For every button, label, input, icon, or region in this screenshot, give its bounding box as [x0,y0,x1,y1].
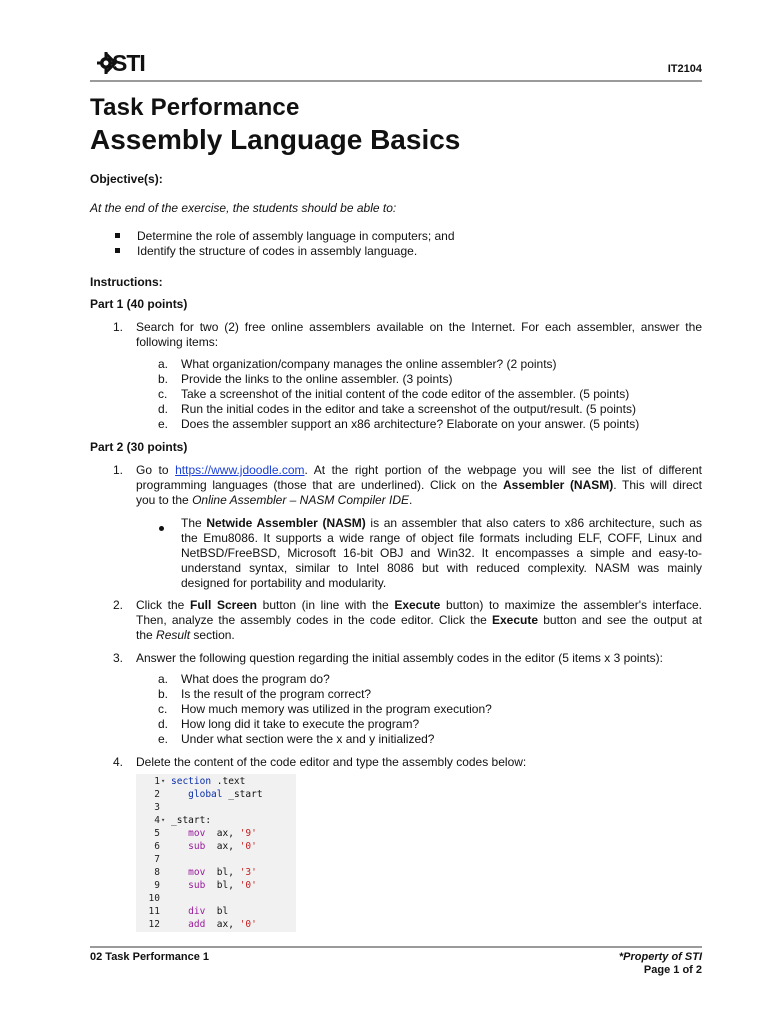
document-title: Assembly Language Basics [90,124,461,155]
sti-logo [96,49,156,77]
code-token [171,919,188,930]
code-text [171,827,257,840]
course-code: IT2104 [667,63,702,75]
part2-step2-text: Click the Full Screen button (in line with the Execute button) to maximize the assembler's interface. Then, analyze the assembly codes in the code editor. Click the Execute button and see the output at the Result section. [136,598,702,642]
step-number: 1. [113,320,124,334]
code-token [171,789,188,800]
code-token [171,867,188,878]
list-item-text: How much memory was utilized in the program execution? [181,702,492,716]
list-item-text: Is the result of the program correct? [181,687,372,701]
list-item-text: Provide the links to the online assembler. (3 points) [181,372,453,386]
header-divider [90,80,702,82]
line-number: 1 [154,776,160,787]
document-heading: Task Performance [90,94,300,121]
code-text [171,814,211,827]
list-item: d. [158,717,169,731]
list-item-text: What organization/company manages the online assembler? (2 points) [181,357,557,371]
code-line [136,905,296,918]
line-number: 5 [154,828,160,839]
line-number: 3 [154,802,160,813]
footer-property: *Property of STI [618,951,702,963]
code-token [171,828,188,839]
code-token: global [188,789,223,800]
list-item: b. [158,687,169,701]
line-number: 4 [154,815,160,826]
code-line [136,801,296,814]
code-text [171,788,263,801]
objectives-label: Objective(s): [90,172,163,186]
part1-step1-text: Search for two (2) free online assemblers available on the Internet. For each assembler, answer the following items: [136,320,702,349]
line-number: 8 [154,867,160,878]
step-number: 1. [113,463,124,477]
code-token: section [171,776,212,787]
code-text [171,840,257,853]
code-text [171,918,257,931]
code-token: '0' [239,919,257,930]
code-token: _start [222,789,263,800]
line-number: 6 [154,841,160,852]
line-number: 12 [148,919,160,930]
instructions-label: Instructions: [90,275,163,289]
code-token [171,880,188,891]
list-item-text: Run the initial codes in the editor and take a screenshot of the output/result. (5 points) [181,402,636,416]
code-token: ax, [205,919,240,930]
list-item-text: Does the assembler support an x86 architecture? Elaborate on your answer. (5 points) [181,417,640,431]
square-bullet-icon [115,233,120,238]
line-number: 10 [148,893,160,904]
line-number: 7 [154,854,160,865]
code-token: ax, [205,841,240,852]
code-token [171,841,188,852]
part2-heading: Part 2 (30 points) [90,440,188,454]
code-token: .text [211,776,246,787]
code-line [136,775,296,788]
code-token [171,906,188,917]
part2-step1-text: Go to https://www.jdoodle.com. At the right portion of the webpage you will see the list of different programming languages (those that are underlined). Click on the Assembler (NASM). This will direct you to the Online Assembler – NASM Compiler IDE. [136,463,702,507]
objective-item: Identify the structure of codes in assembly language. [115,244,417,259]
jdoodle-link[interactable]: https://www.jdoodle.com [175,463,305,477]
code-token: bl, [205,880,240,891]
code-line [136,827,296,840]
line-number: 9 [154,880,160,891]
round-bullet-icon [159,520,164,534]
objectives-intro: At the end of the exercise, the students should be able to: [90,201,397,215]
list-item: b. [158,372,169,386]
code-line [136,814,296,827]
code-text [171,775,245,788]
list-item: a. [158,357,169,371]
list-item-text: What does the program do? [181,672,330,686]
code-line [136,840,296,853]
code-token: ax, [205,828,240,839]
code-text [171,879,257,892]
code-token: mov [188,867,206,878]
code-token: '0' [239,841,257,852]
code-token: '9' [239,828,257,839]
code-line [136,892,296,905]
footer-divider [90,946,702,948]
list-item: c. [158,387,168,401]
part2-step4-text: Delete the content of the code editor and type the assembly codes below: [136,755,527,769]
list-item: e. [158,417,169,431]
square-bullet-icon [115,248,120,253]
footer-page-number: Page 1 of 2 [643,964,702,976]
code-token: sub [188,841,206,852]
code-token: mov [188,828,206,839]
list-item-text: How long did it take to execute the program? [181,717,420,731]
list-item: e. [158,732,169,746]
fold-arrow-icon: ▾ [161,816,166,824]
list-item: d. [158,402,169,416]
code-token: div [188,906,206,917]
code-token: sub [188,880,206,891]
code-token: bl, [205,867,240,878]
code-line [136,853,296,866]
step-number: 2. [113,598,124,612]
logo-text: STI [112,50,145,76]
list-item: c. [158,702,168,716]
code-line [136,866,296,879]
code-line [136,788,296,801]
footer-document-name: 02 Task Performance 1 [90,951,210,963]
fold-arrow-icon: ▾ [161,777,166,785]
code-token: '3' [239,867,257,878]
code-token: bl [205,906,229,917]
code-token: add [188,919,206,930]
step-number: 4. [113,755,124,769]
code-token: _start: [171,815,212,826]
code-line [136,918,296,931]
code-line [136,879,296,892]
list-item-text: Under what section were the x and y initialized? [181,732,435,746]
nasm-description: The Netwide Assembler (NASM) is an assembler that also caters to x86 architecture, such as the Emu8086. It supports a wide range of object file formats including ELF, COFF, Linux and NetBSD/FreeBSD, Microsoft 16-bit OBJ and Win32. It encompasses a simple and easy-to- understand syntax, similar to Intel 8086 but with reduced complexity. NASM was mainly designed for portability and modularity. [181,516,703,590]
line-number: 11 [148,906,160,917]
list-item-text: Take a screenshot of the initial content of the code editor of the assembler. (5 points) [181,387,630,401]
part2-step3-text: Answer the following question regarding the initial assembly codes in the editor (5 items x 3 points): [136,651,663,665]
objective-item: Determine the role of assembly language in computers; and [115,229,455,244]
code-text [171,905,228,918]
part1-heading: Part 1 (40 points) [90,297,188,311]
list-item: a. [158,672,169,686]
line-number: 2 [154,789,160,800]
code-text [171,866,257,879]
step-number: 3. [113,651,124,665]
code-editor-screenshot [136,774,296,932]
code-token: '0' [239,880,257,891]
